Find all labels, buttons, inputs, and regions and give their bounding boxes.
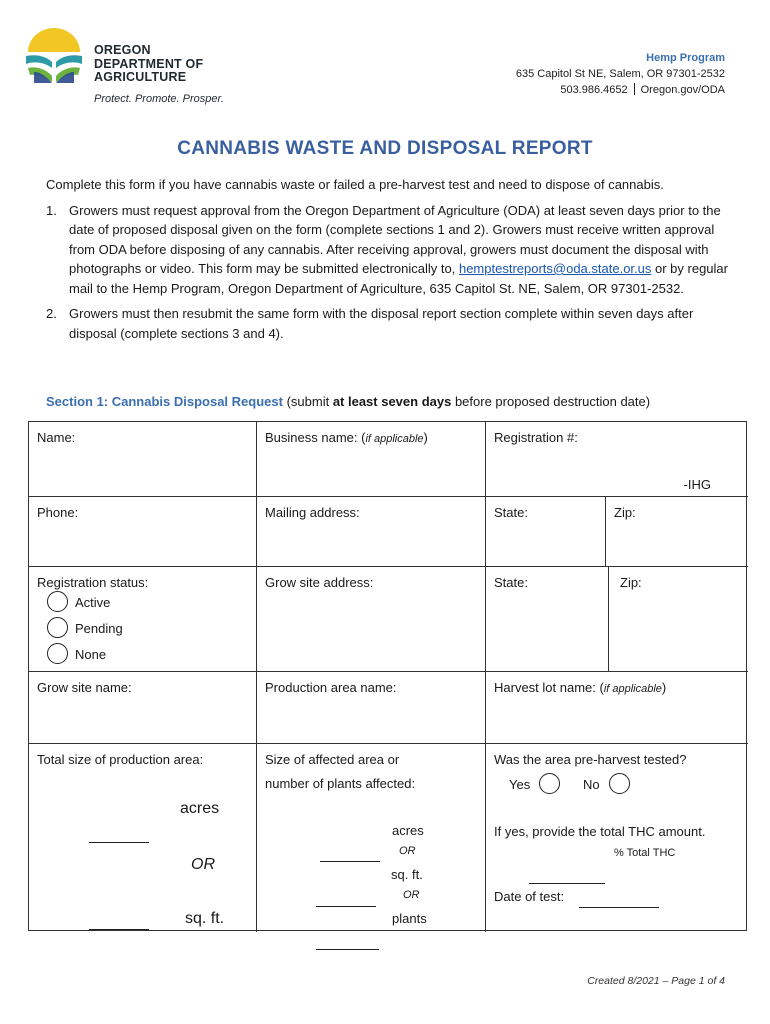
mailing-zip-field[interactable] (606, 497, 748, 567)
or-separator: OR (191, 856, 215, 873)
thc-input[interactable] (529, 862, 605, 884)
acres-unit: acres (180, 800, 220, 817)
disposal-request-form (28, 421, 747, 931)
org-line-1: OREGON (94, 43, 151, 57)
registration-status-label: Registration status: (37, 575, 149, 590)
zip-label: Zip: (620, 575, 642, 590)
section-note-bold: at least seven days (332, 394, 452, 409)
mailing-address-field[interactable] (257, 497, 486, 567)
item-text: Growers must then resubmit the same form with the disposal report section complete within seven days after disposal (complete sections 3 and 4). (69, 306, 694, 341)
sqft-unit: sq. ft. (185, 910, 225, 927)
close-paren: ) (661, 680, 667, 695)
email-link[interactable]: hemptestreports@oda.state.or.us (458, 261, 652, 276)
list-item (46, 201, 736, 299)
production-area-name-field[interactable] (257, 672, 486, 744)
item-tail: or by regular mail to the Hemp Program, Oregon Department of Agriculture, 635 Capitol St. NE, Salem, OR 97301-2532. (69, 261, 728, 296)
affected-line-1: Size of affected area or (265, 752, 400, 767)
plants-input[interactable] (316, 926, 379, 950)
org-name (94, 44, 203, 85)
mailing-address-label: Mailing address: (265, 505, 360, 520)
website[interactable]: Oregon.gov/ODA (640, 84, 725, 96)
thc-unit: % Total THC (614, 847, 676, 859)
oda-logo-icon (24, 26, 84, 84)
phone-label: Phone: (37, 505, 79, 520)
radio-pending[interactable] (47, 617, 68, 638)
pre-harvest-question: Was the area pre-harvest tested? (494, 752, 687, 767)
registration-status-field (29, 567, 257, 672)
radio-no[interactable] (609, 773, 630, 794)
grow-site-name-field[interactable] (29, 672, 257, 744)
production-area-name-label: Production area name: (265, 680, 397, 695)
if-applicable-note: if applicable (603, 683, 662, 695)
date-of-test-label: Date of test: (494, 889, 565, 904)
or-separator: OR (403, 889, 420, 901)
grow-state-field[interactable] (486, 567, 609, 672)
program-name: Hemp Program (646, 52, 725, 64)
affected-acres-input[interactable] (320, 838, 380, 862)
section-note-post: before proposed destruction date) (451, 394, 651, 409)
contact-block (516, 50, 725, 98)
address: 635 Capitol St NE, Salem, OR 97301-2532 (515, 68, 725, 80)
list-number: 2. (46, 306, 57, 321)
state-label: State: (494, 505, 528, 520)
instructions (46, 175, 736, 343)
acres-unit: acres (392, 823, 424, 838)
acres-input[interactable] (89, 819, 149, 843)
yes-label: Yes (509, 777, 531, 792)
plants-unit: plants (392, 911, 427, 926)
page-footer: Created 8/2021 – Page 1 of 4 (587, 975, 725, 987)
business-name-field[interactable] (257, 422, 486, 497)
grow-site-address-label: Grow site address: (265, 575, 374, 590)
section-note-pre: (submit (286, 394, 333, 409)
intro-lead: Complete this form if you have cannabis waste or failed a pre-harvest test and need to dispose of cannabis. (46, 177, 664, 192)
registration-number-field[interactable] (486, 422, 748, 497)
org-line-2: DEPARTMENT OF (94, 56, 204, 71)
state-label: State: (494, 575, 528, 590)
instruction-list (46, 201, 736, 344)
harvest-lot-name-field[interactable] (486, 672, 748, 744)
tagline: Protect. Promote. Prosper. (94, 93, 224, 105)
mailing-state-field[interactable] (486, 497, 606, 567)
list-item (46, 304, 736, 343)
business-name-text: Business name: ( (265, 430, 366, 445)
section-1-heading (46, 394, 650, 409)
sqft-unit: sq. ft. (391, 867, 423, 882)
phone-web-line (516, 82, 725, 98)
registration-label: Registration #: (494, 430, 578, 445)
ihg-suffix: -IHG (683, 477, 711, 492)
item-text: Growers must request approval from the Oregon Department of Agriculture (ODA) at least seven days prior to the date of proposed disposal given on the form (complete sections 1 and 2). Growers must receive written approval from ODA before disposing of any cannabis. After receiving approval, growers must document the disposal with photographs or video. This form may be submitted electronically to, (69, 202, 721, 276)
phone-number: 503.986.4652 (560, 84, 628, 96)
grow-zip-field[interactable] (609, 567, 748, 672)
divider (634, 83, 635, 95)
total-size-field (29, 744, 257, 932)
list-number: 1. (46, 202, 57, 218)
radio-active[interactable] (47, 591, 68, 612)
zip-label: Zip: (614, 505, 636, 520)
grow-site-address-field[interactable] (257, 567, 486, 672)
name-field[interactable] (29, 422, 257, 497)
org-line-3: AGRICULTURE (94, 70, 187, 84)
thc-prompt: If yes, provide the total THC amount. (494, 824, 706, 839)
status-pending-label: Pending (75, 621, 123, 636)
business-name-label (265, 430, 428, 445)
grow-site-name-label: Grow site name: (37, 680, 132, 695)
section-title: Section 1: Cannabis Disposal Request (46, 394, 283, 409)
date-of-test-input[interactable] (579, 886, 659, 908)
radio-none[interactable] (47, 643, 68, 664)
harvest-lot-name-label (494, 680, 666, 695)
affected-area-field (257, 744, 486, 932)
status-active-label: Active (75, 595, 111, 610)
sqft-input[interactable] (89, 906, 149, 930)
status-none-label: None (75, 647, 107, 662)
affected-sqft-input[interactable] (316, 883, 376, 907)
radio-yes[interactable] (539, 773, 560, 794)
name-label: Name: (37, 430, 76, 445)
no-label: No (583, 777, 600, 792)
or-separator: OR (399, 845, 416, 857)
total-size-label: Total size of production area: (37, 752, 204, 767)
phone-field[interactable] (29, 497, 257, 567)
affected-line-2: number of plants affected: (265, 776, 416, 791)
page-title: CANNABIS WASTE AND DISPOSAL REPORT (177, 138, 593, 159)
close-paren: ) (423, 430, 428, 445)
pre-harvest-test-field (486, 744, 748, 932)
harvest-lot-text: Harvest lot name: ( (494, 680, 604, 695)
if-applicable-note: if applicable (365, 433, 424, 445)
